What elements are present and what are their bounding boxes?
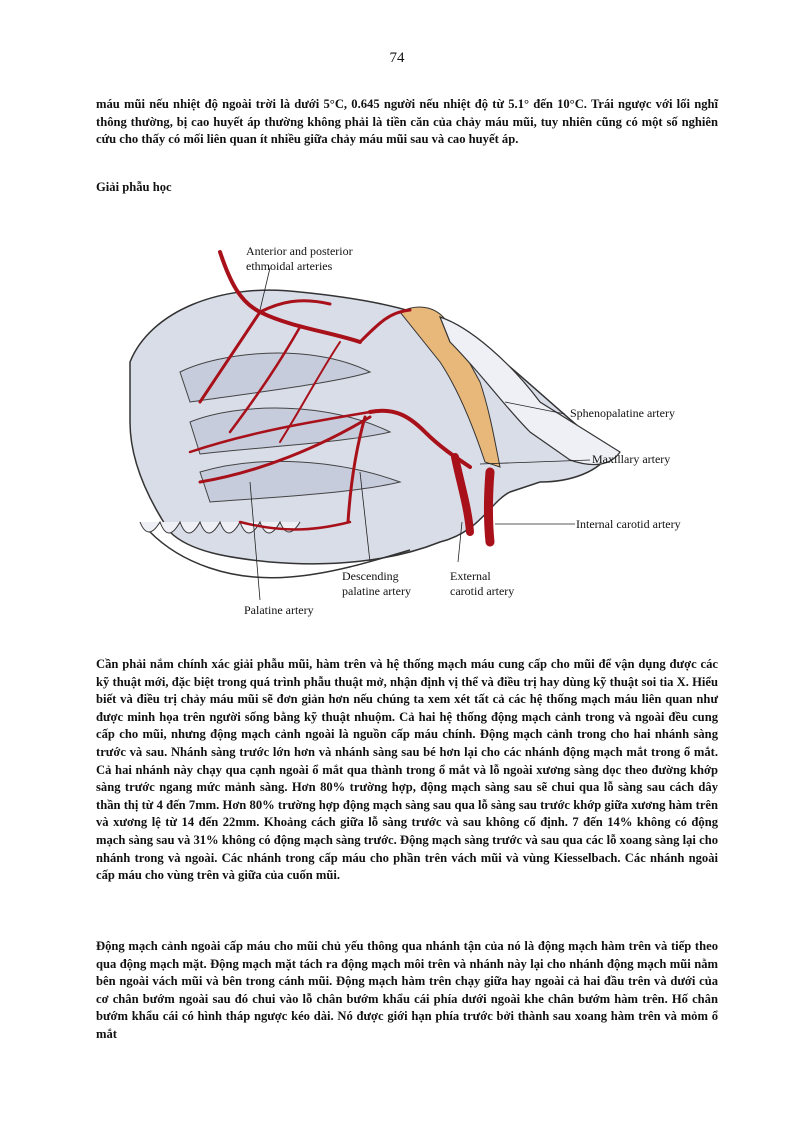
body-paragraph: Động mạch cảnh ngoài cấp máu cho mũi chủ yếu thông qua nhánh tận của nó là động mạch hàm trên và tiếp theo qua động mạch mặt. Động mạch mặt tách ra động mạch môi trên và nhánh này lại cho nhánh động mạch mũi nằm bên ngoài vách mũi và bên trong cánh mũi. Động mạch hàm trên chạy giữa hay ngoài cả hai đầu trên và dưới của cơ chân bướm ngoài sau đó chui vào lỗ chân bướm khẩu cái phía dưới ngoài khe chân bướm hàm trên. Hố chân bướm khẩu cái có hình tháp ngược kéo dài. Nó được giới hạn phía trước bởi thành sau xoang hàm trên và mỏm ổ mắt [96,939,718,1041]
sphenopalatine-label: Sphenopalatine artery [570,406,675,420]
internal-carotid-artery [489,472,491,542]
anatomy-illustration [110,232,710,632]
ethmoidal-label-line1: Anterior and posterior [246,244,353,258]
descending-label-line2: palatine artery [342,584,411,598]
maxillary-label: Maxillary artery [592,452,671,466]
external-carotid-label-line1: External [450,569,491,583]
palatine-label: Palatine artery [244,603,314,617]
internal-carotid-label: Internal carotid artery [576,517,681,531]
section-heading: Giải phẫu học [96,180,172,194]
intro-paragraph: máu mũi nếu nhiệt độ ngoài trời là dưới 5°C, 0.645 người nếu nhiệt độ từ 5.1° đến 10°C. Trái ngược với lối nghĩ thông thường, bị cao huyết áp thường không phải là tiền căn của chảy máu mũi, tuy nhiên cũng có một số nghiên cứu cho thấy có mối liên quan ít nhiều giữa chảy máu mũi sau và cao huyết áp. [96,97,718,147]
body-paragraph: Cần phải nắm chính xác giải phẫu mũi, hàm trên và hệ thống mạch máu cung cấp cho mũi để vận dụng được các kỹ thuật mới, đặc biệt trong quá trình phẫu thuật mở, nhận định vị thể và điều trị hay dùng kỹ thuật soi tia X. Hiểu biết và điều trị chảy máu mũi sẽ đơn giản hơn nếu chúng ta xem xét tất cả các hệ thống mạch máu liên quan như được minh họa trên người sống bằng kỹ thuật nhuộm. Cả hai hệ thống động mạch cảnh trong và ngoài đều cung cấp cho mũi, nhưng động mạch cảnh ngoài là nguồn cấp máu chính. Động mạch cảnh trong cho hai nhánh sàng trước và sau. Nhánh sàng trước lớn hơn và nhánh sàng sau bé hơn lại cho các nhánh động mạch mắt trong ổ mắt. Cả hai nhánh này chạy qua cạnh ngoài ổ mắt qua thành trong ổ mắt và lỗ ngoài xương sàng dọc theo đường khớp sàng trước ngang mức mảnh sàng. Hơn 80% trường hợp, động mạch sàng sau sẽ chui qua lỗ sàng sau cách dây thần thị từ 4 đến 7mm. Hơn 80% trường hợp động mạch sàng sau qua lỗ sàng sau trước khớp giữa xương hàm trên và xương lệ từ 14 đến 22mm. Khoảng cách giữa lỗ sàng trước và sau không cố định. 7 đến 14% không có động mạch sàng sau và 31% không có động mạch sàng trước. Động mạch sàng trước và sau qua các lỗ xoang sàng lại cho nhánh trong và ngoài. Các nhánh trong cấp máu cho phần trên vách mũi và vùng Kiesselbach. Các nhánh ngoài cấp máu cho vùng trên và giữa của cuốn mũi. [96,657,718,883]
anatomy-figure [110,232,710,632]
page-number: 74 [389,50,405,66]
descending-label-line1: Descending [342,569,399,583]
external-carotid-label-line2: carotid artery [450,584,515,598]
ethmoidal-label-line2: ethmoidal arteries [246,259,333,273]
